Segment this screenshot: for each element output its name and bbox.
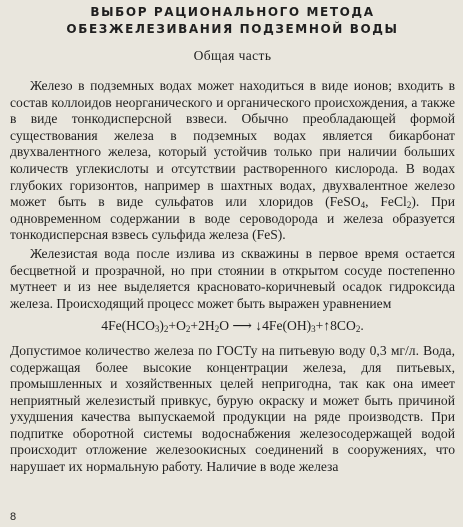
- equation-part: +2H: [190, 318, 215, 334]
- equation-part: O ⟶ ↓4Fe(OH): [219, 318, 312, 334]
- equation-part: +↑8CO: [315, 318, 356, 334]
- equation-part: 4Fe(HCO: [101, 318, 155, 334]
- page-number: 8: [10, 511, 17, 523]
- equation-subscript: 3: [154, 324, 160, 335]
- paragraph-1-text-c: ). При одновременном содержании в воде сероводорода и железа образуется тонкодисперсная взвесь сульфида железа (FeS).: [10, 194, 456, 243]
- document-title: [10, 4, 455, 38]
- equation-subscript: 2: [185, 324, 191, 335]
- section-heading: Общая часть: [193, 48, 272, 63]
- equation-subscript: 2: [355, 324, 361, 335]
- equation-part: ): [159, 318, 164, 334]
- equation-part: .: [360, 318, 364, 334]
- paragraph-1-text-b: , FeCl: [365, 194, 407, 210]
- paragraph-1-subscript-b: 2: [406, 200, 412, 211]
- paragraph-2: Железистая вода после излива из скважины в первое время остается бесцветной и прозрачной, но при стоянии в открытом сосуде постепенно мутнеет и из нее выделяется красновато-коричневый осадок гидроксида железа. Происходящий процесс может быть выражен уравнением: [10, 245, 455, 311]
- title-line-1: ВЫБОР РАЦИОНАЛЬНОГО МЕТОДА: [90, 5, 375, 19]
- paragraph-1-subscript-a: 4: [360, 200, 366, 211]
- equation-subscript: 3: [311, 324, 316, 335]
- title-line-2: ОБЕЗЖЕЛЕЗИВАНИЯ ПОДЗЕМНОЙ ВОДЫ: [66, 22, 399, 36]
- chemical-equation: [10, 318, 455, 335]
- equation-subscript: 2: [214, 324, 220, 335]
- paragraph-1: [10, 78, 455, 244]
- paragraph-3: Допустимое количество железа по ГОСТу на питьевую воду 0,3 мг/л. Вода, содержащая более высокие концентрации железа, для питьевых, промышленных и хозяйственных целей непригодна, так как она имеет неприятный железистый привкус, бурую окраску и может быть причиной ухудшения качества выпускаемой продукции на ряде производств. При подпитке оборотной системы водоснабжения железосодержащей водой происходит отложение железоокисных соединений в сооружениях, что нарушает их нормальную работу. Наличие в воде железа: [10, 342, 455, 475]
- equation-subscript: 2: [163, 324, 169, 335]
- paragraph-1-text-a: Железо в подземных водах может находиться в виде ионов; входить в состав коллоидов неорганического и органического происхождения, а также в виде тонкодисперсной взвеси. Обычно преобладающей формой существования железа в подземных водах является бикарбонат двухвалентного железа, который устойчив только при наличии больших количеств углекислоты и отсутствии растворенного кислорода. В водах глубоких горизонтов, например в шахтных водах, двухвалентное железо может быть в виде сульфатов или хлоридов (FeSO: [10, 78, 455, 210]
- equation-part: +O: [168, 318, 186, 334]
